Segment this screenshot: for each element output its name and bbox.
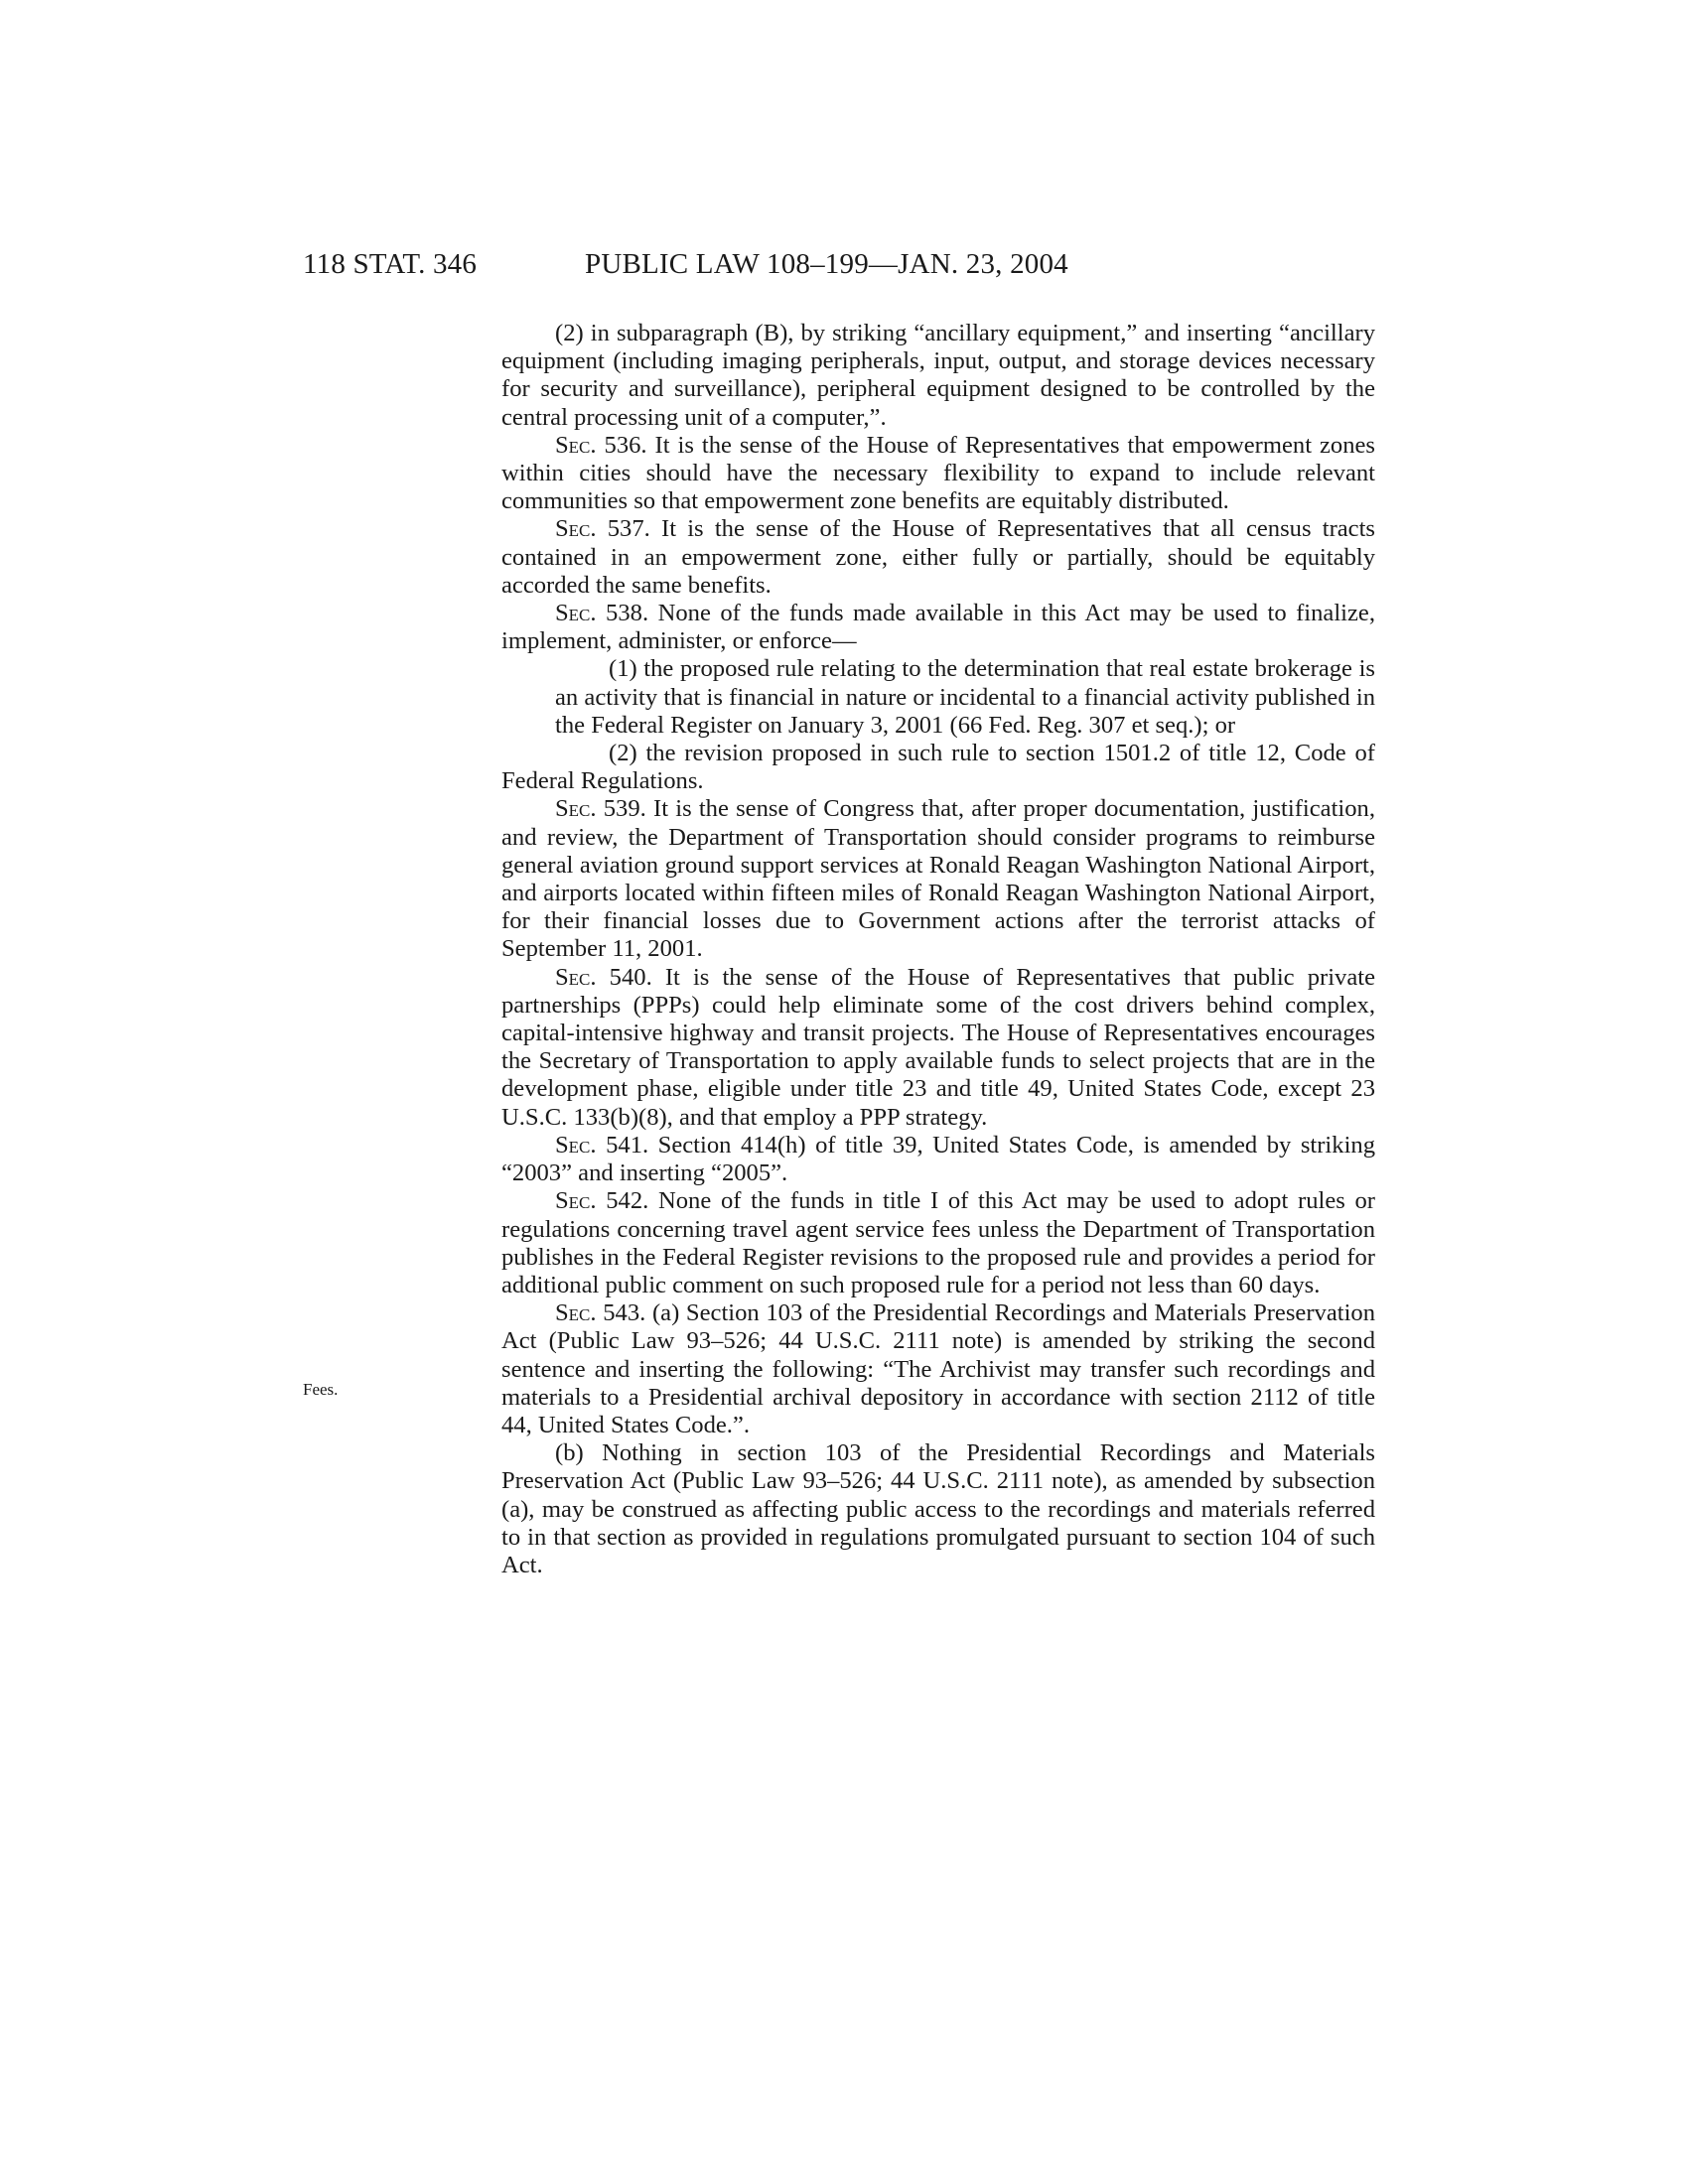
section-label: Sec. bbox=[555, 1299, 597, 1327]
section-539-text: 539. It is the sense of Congress that, after proper documentation, justification, and review, the Department of Transportation should consider programs to reimburse general aviation ground support services at Ronald Reagan Washington National Airport, and airports located within fifteen miles of Ronald Reagan Washington National Airport, for their financial losses due to Government actions after the terrorist attacks of September 11, 2001. bbox=[501, 795, 1375, 963]
section-538-item-2 bbox=[501, 740, 1375, 795]
section-542-text: 542. None of the funds in title I of this Act may be used to adopt rules or regulations concerning travel agent service fees unless the Department of Transportation publishes in the Federal Register revisions to the proposed rule and provides a period for additional public comment on such proposed rule for a period not less than 60 days. bbox=[501, 1187, 1375, 1298]
running-title: PUBLIC LAW 108–199—JAN. 23, 2004 bbox=[585, 248, 1068, 280]
section-538-item-2-text: (2) the revision proposed in such rule to section 1501.2 of title 12, Code of Federal Regulations. bbox=[501, 740, 1375, 795]
paragraph-item-2-text: (2) in subparagraph (B), by striking “ancillary equipment,” and inserting “ancillary equipment (including imaging peripherals, input, output, and storage devices necessary for security and surveillance), peripheral equipment designed to be controlled by the central processing unit of a computer,”. bbox=[501, 320, 1375, 431]
section-541-text: 541. Section 414(h) of title 39, United States Code, is amended by striking “2003” and inserting “2005”. bbox=[501, 1131, 1375, 1187]
section-543 bbox=[501, 1299, 1375, 1439]
section-538-item-1 bbox=[501, 655, 1375, 740]
section-label: Sec. bbox=[555, 1131, 597, 1159]
section-538-text: 538. None of the funds made available in this Act may be used to finalize, implement, administer, or enforce— bbox=[501, 600, 1375, 655]
section-543-b: (b) Nothing in section 103 of the Presidential Recordings and Materials Preservation Act (Public Law 93–526; 44 U.S.C. 2111 note), as amended by subsection (a), may be construed as affecting public access to the recordings and materials referred to in that section as provided in regulations promulgated pursuant to section 104 of such Act. bbox=[501, 1439, 1375, 1578]
section-541 bbox=[501, 1132, 1375, 1187]
section-543-text: 543. (a) Section 103 of the Presidential Recordings and Materials Preservation Act (Public Law 93–526; 44 U.S.C. 2111 note) is amended by striking the second sentence and inserting the following: “The Archivist may transfer such recordings and materials to a Presidential archival depository in accordance with section 2112 of title 44, United States Code.”. bbox=[501, 1299, 1375, 1438]
page-header bbox=[0, 248, 1688, 288]
section-536 bbox=[501, 432, 1375, 516]
margin-note-fees: Fees. bbox=[303, 1380, 339, 1399]
paragraph-item-2 bbox=[501, 320, 1375, 432]
section-540-text: 540. It is the sense of the House of Representatives that public private partnerships (PPPs) could help eliminate some of the cost drivers behind complex, capital-intensive highway and transit projects. The House of Representatives encourages the Secretary of Transportation to apply available funds to select projects that are in the development phase, eligible under title 23 and title 49, United States Code, except 23 U.S.C. 133(b)(8), and that employ a PPP strategy. bbox=[501, 963, 1375, 1131]
section-label: Sec. bbox=[555, 600, 597, 627]
section-539 bbox=[501, 795, 1375, 963]
section-label: Sec. bbox=[555, 963, 597, 991]
section-label: Sec. bbox=[555, 795, 597, 823]
section-label: Sec. bbox=[555, 515, 597, 543]
section-537 bbox=[501, 515, 1375, 600]
section-537-text: 537. It is the sense of the House of Representatives that all census tracts contained in an empowerment zone, either fully or partially, should be equitably accorded the same benefits. bbox=[501, 515, 1375, 599]
section-536-text: 536. It is the sense of the House of Representatives that empowerment zones within cities should have the necessary flexibility to expand to include relevant communities so that empowerment zone benefits are equitably distributed. bbox=[501, 431, 1375, 515]
statute-citation: 118 STAT. 346 bbox=[303, 248, 478, 280]
section-label: Sec. bbox=[555, 431, 597, 459]
section-540 bbox=[501, 964, 1375, 1132]
section-538-item-1-text: (1) the proposed rule relating to the determination that real estate brokerage is an activity that is financial in nature or incidental to a financial activity published in the Federal Register on January 3, 2001 (66 Fed. Reg. 307 et seq.); or bbox=[555, 655, 1375, 739]
section-542 bbox=[501, 1187, 1375, 1299]
body-text bbox=[501, 320, 1375, 1579]
section-label: Sec. bbox=[555, 1187, 597, 1215]
section-538 bbox=[501, 600, 1375, 655]
